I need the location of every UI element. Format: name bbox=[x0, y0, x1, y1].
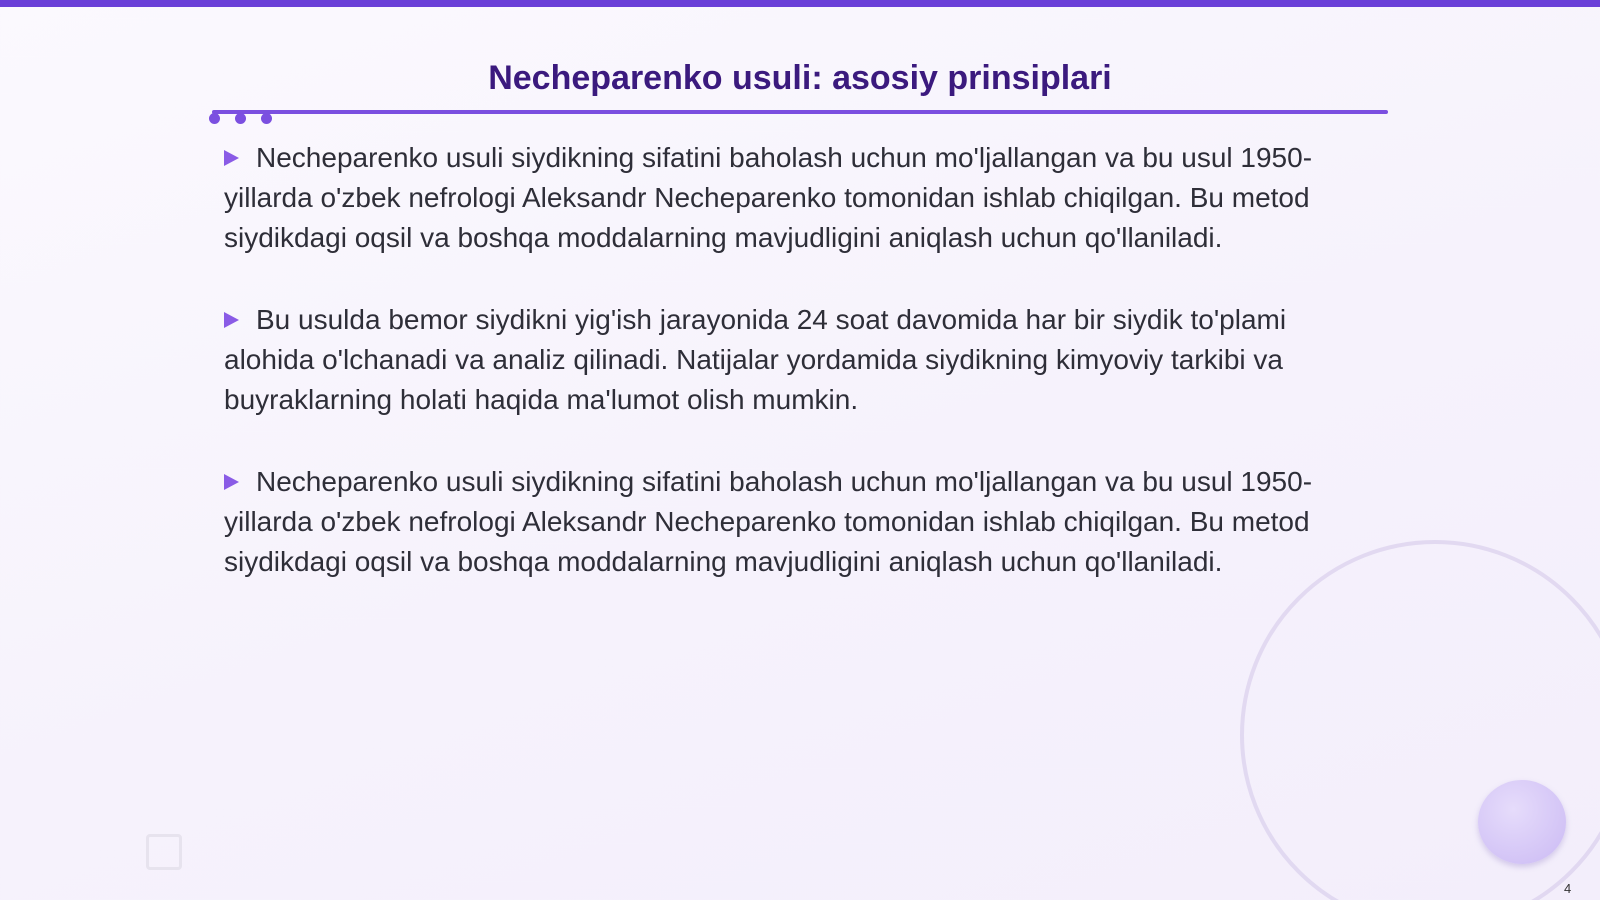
title-underline bbox=[212, 110, 1388, 114]
bullet-text-1: Necheparenko usuli siydikning sifatini baholash uchun mo'ljallangan va bu usul 1950-yillarda o'zbek nefrologi Aleksandr Necheparenko tomonidan ishlab chiqilgan. Bu metod siydikdagi oqsil va boshqa moddalarning mavjudligini aniqlash uchun qo'llaniladi. bbox=[224, 142, 1313, 253]
top-accent-bar bbox=[0, 0, 1600, 7]
decorative-circle bbox=[1478, 780, 1566, 864]
bullet-item-1 bbox=[224, 138, 1384, 258]
page-number: 4 bbox=[1564, 881, 1572, 896]
bullet-list bbox=[224, 138, 1384, 624]
triangle-right-icon bbox=[224, 150, 239, 166]
triangle-right-icon bbox=[224, 312, 239, 328]
bullet-text-2: Bu usulda bemor siydikni yig'ish jarayonida 24 soat davomida har bir siydik to'plami alohida o'lchanadi va analiz qilinadi. Natijalar yordamida siydikning kimyoviy tarkibi va buyraklarning holati haqida ma'lumot olish mumkin. bbox=[224, 304, 1287, 415]
decor-dot-1 bbox=[209, 113, 220, 124]
bullet-item-3 bbox=[224, 462, 1384, 582]
bullet-text-3: Necheparenko usuli siydikning sifatini baholash uchun mo'ljallangan va bu usul 1950-yillarda o'zbek nefrologi Aleksandr Necheparenko tomonidan ishlab chiqilgan. Bu metod siydikdagi oqsil va boshqa moddalarning mavjudligini aniqlash uchun qo'llaniladi. bbox=[224, 466, 1313, 577]
decor-dot-2 bbox=[235, 113, 246, 124]
decorative-square bbox=[146, 834, 182, 870]
decor-dot-3 bbox=[261, 113, 272, 124]
triangle-right-icon bbox=[224, 474, 239, 490]
bullet-item-2 bbox=[224, 300, 1384, 420]
slide-title: Necheparenko usuli: asosiy prinsiplari bbox=[488, 59, 1112, 97]
